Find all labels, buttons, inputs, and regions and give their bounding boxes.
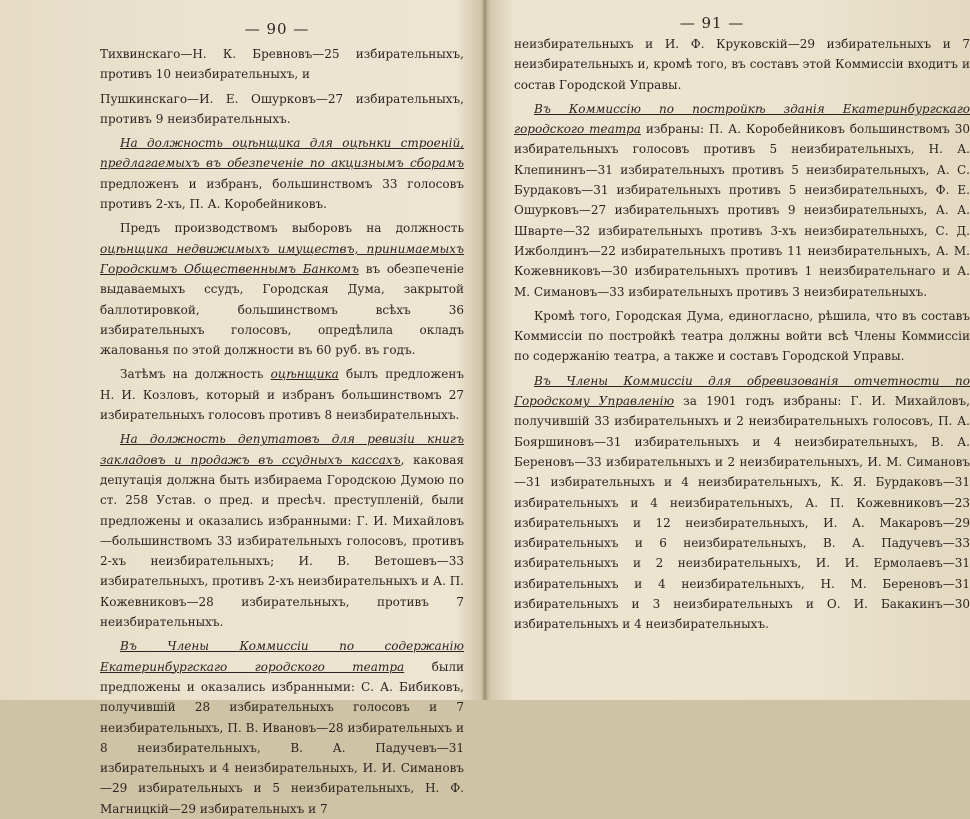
paragraph [100,636,464,819]
page-number-left: — 90 — [244,20,310,38]
paragraph [514,371,970,635]
italic-heading: Въ Члены Коммиссіи для обревизованія отчетности по Городскому Управленію [514,373,970,409]
italic-heading: оцѣнщика [270,367,339,382]
page-number-right: — 91 — [679,14,745,32]
italic-heading: оцѣнщика недвижимыхъ имуществъ, принимаемыхъ Городскимъ Общественнымъ Банкомъ [100,241,464,276]
right-page [486,0,970,700]
paragraph-text: въ обезпеченіе выдаваемыхъ ссудъ, Городская Дума, закрытой баллотировкой, большинствомъ всѣхъ 36 избирательныхъ голосовъ, опредѣлила окладъ жалованья по этой должности въ 60 руб. въ годъ. [100,261,465,358]
paragraph-text: , каковая депутація должна быть избираема Городскою Думою по ст. 258 Устав. о пред. и пресѣч. преступленій, были предложены и оказались избранными: Г. И. Михайловъ—большинствомъ 33 избирательныхъ голосовъ, противъ 2-хъ неизбирательныхъ; И. В. Ветошевъ—33 избирательныхъ, противъ 2-хъ неизбирательныхъ и А. П. Кожевниковъ—28 избирательныхъ, противъ 7 неизбирательныхъ. [100,452,464,630]
paragraph-text: избраны: П. А. Коробейниковъ большинствомъ 30 избирательныхъ голосовъ противъ 5 неизбирательныхъ, Н. А. Клепининъ—31 избирательныхъ противъ 5 неизбирательныхъ, А. С. Бурдаковъ—31 избирательныхъ противъ 5 неизбирательныхъ, Ф. Е. Ошурковъ—27 избирательныхъ противъ 9 неизбирательныхъ, А. А. Шварте—32 избирательныхъ противъ 3-хъ неизбирательныхъ, С. Д. Ижболдинъ—22 избирательныхъ противъ 11 неизбирательныхъ, А. М. Кожевниковъ—30 избирательныхъ противъ 1 неизбирательнаго и А. М. Симановъ—33 избирательныхъ противъ 3 неизбирательныхъ. [514,122,970,299]
paragraph: Пушкинскаго—И. Е. Ошурковъ—27 избирательныхъ, противъ 9 неизбирательныхъ. [100,91,464,126]
paragraph-text: предложенъ и избранъ, большинствомъ 33 голосовъ противъ 2-хъ, П. А. Коробейниковъ. [100,176,464,212]
paragraph [514,99,970,302]
paragraph [100,429,464,632]
italic-heading: На должность оцѣнщика для оцѣнки строеній, предлагаемыхъ въ обезпеченіе по акцизнымъ сборамъ [100,136,464,171]
paragraph [100,133,464,214]
paragraph: Кромѣ того, Городская Дума, единогласно, рѣшила, что въ составъ Коммиссіи по постройкѣ театра должны войти всѣ Члены Коммиссіи по содержанію театра, а также и составъ Городской Управы. [514,308,970,364]
paragraph [100,364,464,425]
paragraph-text: Предъ производствомъ выборовъ на должность [120,221,464,236]
paragraph-text: за 1901 годъ избраны: Г. И. Михайловъ, получившій 33 избирательныхъ и 2 неизбирательныхъ голосовъ, П. А. Бояршиновъ—31 избирательныхъ и 4 неизбирательныхъ, В. А. Береновъ—33 избирательныхъ и 2 неизбирательныхъ, И. М. Симановъ—31 избирательныхъ и 4 неизбирательныхъ, К. Я. Бурдаковъ—31 избирательныхъ и 4 неизбирательныхъ, А. П. Кожевниковъ—23 избирательныхъ и 12 неизбирательныхъ, И. А. Макаровъ—29 избирательныхъ и 6 неизбирательныхъ, В. А. Падучевъ—33 избирательныхъ и 2 неизбирательныхъ, И. И. Ермолаевъ—31 избирательныхъ и 4 неизбирательныхъ, Н. М. Береновъ—31 избирательныхъ и 3 неизбирательныхъ и О. И. Бакакинъ—30 избирательныхъ и 4 неизбирательныхъ. [514,394,970,632]
italic-heading: Въ Коммиссію по постройкѣ зданія Екатеринбургскаго городского театра [514,101,970,137]
paragraph [100,218,464,360]
paragraph: неизбирательныхъ и И. Ф. Круковскій—29 избирательныхъ и 7 неизбирательныхъ и, кромѣ того, въ составъ этой Коммиссіи входитъ и состав Городской Управы. [514,37,970,92]
paragraph-text: Затѣмъ на должность [120,367,271,382]
paragraph-text: были предложены и оказались избранными: С. А. Бибиковъ, получившій 28 избирательныхъ голосовъ и 7 неизбирательныхъ, П. В. Ивановъ—28 избирательныхъ и 8 неизбирательныхъ, В. А. Падучевъ—31 избирательныхъ и 4 неизбирательныхъ, И. И. Симановъ—29 избирательныхъ и 5 неизбирательныхъ, Н. Ф. Магницкій—29 избирательныхъ и 7 [100,659,464,816]
left-page [0,0,484,816]
paragraph: Тихвинскаго—Н. К. Бревновъ—25 избирательныхъ, противъ 10 неизбирательныхъ, и [100,47,464,82]
italic-heading: На должность депутатовъ для ревизіи книгъ закладовъ и продажъ въ ссудныхъ кассахъ [100,432,464,467]
italic-heading: Въ Члены Коммиссіи по содержанію Екатеринбургскаго городского театра [100,639,464,674]
paragraph-text: былъ предложенъ Н. И. Козловъ, который и избранъ большинствомъ 27 избирательныхъ голосовъ противъ 8 неизбирательныхъ. [100,367,465,423]
